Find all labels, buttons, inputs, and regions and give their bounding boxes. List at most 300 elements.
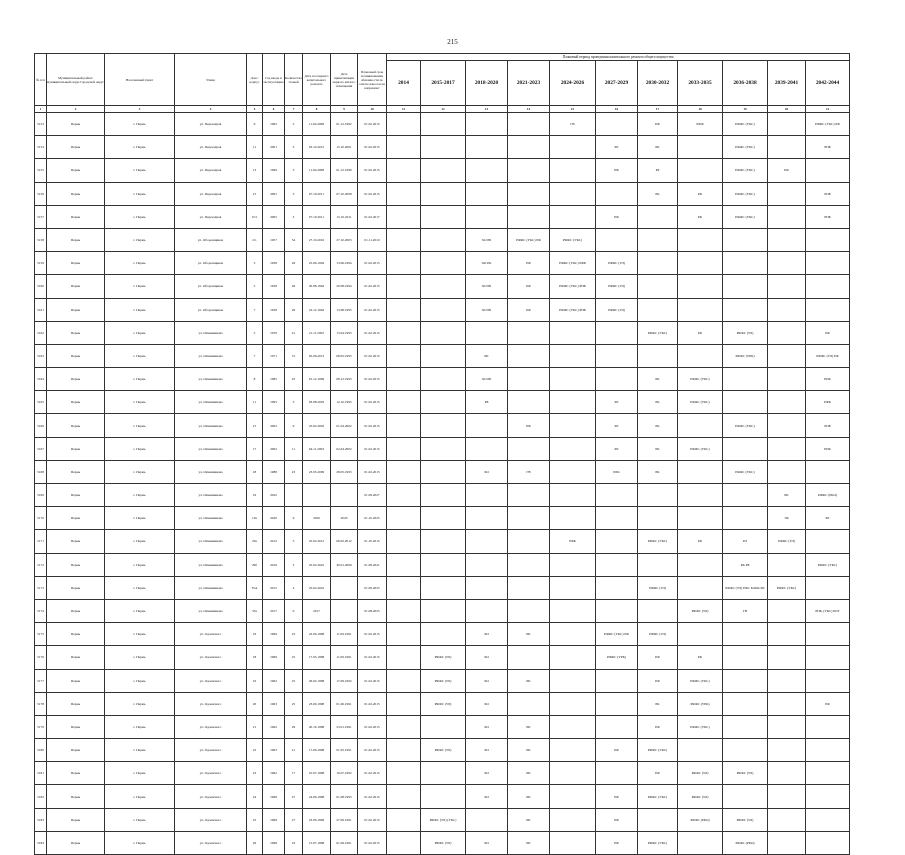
period-work-cell — [768, 437, 806, 460]
overhaul-date-cell: 01.12.1999 — [303, 368, 331, 391]
period-work-cell — [550, 460, 596, 483]
period-work-cell: РК — [508, 785, 550, 808]
house-cell: 5 — [247, 321, 263, 344]
period-work-cell: РФФС (УРК) — [723, 344, 768, 367]
year-built-cell: 1999 — [263, 159, 285, 182]
period-work-cell — [723, 437, 768, 460]
period-work-cell — [466, 159, 508, 182]
period-work-cell — [638, 599, 678, 622]
period-work-cell — [387, 414, 421, 437]
year-built-cell: 1963 — [263, 692, 285, 715]
table-row — [35, 599, 850, 622]
overhaul-date-cell: 11.04.2008 — [303, 159, 331, 182]
column-number: 18 — [678, 106, 723, 113]
year-built-cell: 2005 — [263, 182, 285, 205]
settlement-cell: г. Пермь — [105, 113, 175, 136]
municipality-cell: Пермь — [47, 391, 105, 414]
row-number: 5154 — [35, 136, 47, 159]
column-number: 10 — [358, 106, 387, 113]
period-work-cell — [596, 368, 638, 391]
year-built-cell: 2002 — [263, 414, 285, 437]
period-work-cell: ХО — [466, 623, 508, 646]
year-built-cell: 2017 — [263, 599, 285, 622]
municipality-cell: Пермь — [47, 321, 105, 344]
house-cell: 18 — [247, 646, 263, 669]
year-built-cell: 2002 — [263, 437, 285, 460]
municipality-cell: Пермь — [47, 831, 105, 854]
period-work-cell: РК — [638, 460, 678, 483]
municipality-cell: Пермь — [47, 739, 105, 762]
street-cell: ул. Овчинникова — [175, 599, 247, 622]
period-work-cell — [466, 136, 508, 159]
house-cell: 15/1 — [247, 205, 263, 228]
municipality-cell: Пермь — [47, 437, 105, 460]
column-number: 9 — [331, 106, 358, 113]
period-work-cell — [638, 808, 678, 831]
privatization-date-cell: 30.01.2006 — [331, 553, 358, 576]
period-work-cell — [806, 785, 850, 808]
period-work-cell: РФ — [508, 252, 550, 275]
period-work-cell — [596, 692, 638, 715]
table-row — [35, 228, 850, 251]
period-work-cell: РФ — [638, 113, 678, 136]
privatization-date-cell: 13.08.1995 — [331, 298, 358, 321]
overhaul-date-cell: 07.10.2011 — [303, 205, 331, 228]
header-year-built: Год ввода в эксплуатацию — [263, 54, 285, 106]
plan-date-cell: 01.02.2015 — [358, 831, 387, 854]
privatization-date-cell: 01.05.1991 — [331, 739, 358, 762]
street-cell: ул. Одоевского — [175, 692, 247, 715]
house-cell: 29а — [247, 530, 263, 553]
municipality-cell: Пермь — [47, 182, 105, 205]
period-work-cell: РФФС (УЛ) — [678, 785, 723, 808]
period-work-cell — [596, 228, 638, 251]
street-cell: ул. Овчинникова — [175, 484, 247, 507]
period-work-cell: РФФС (УКС) РПБ — [550, 298, 596, 321]
period-work-cell: ХО — [466, 460, 508, 483]
table-row — [35, 831, 850, 854]
period-work-cell: РФФС (УЛ) — [723, 321, 768, 344]
period-work-cell: РФ — [806, 321, 850, 344]
period-work-cell: РЛК — [596, 460, 638, 483]
row-number: 5174 — [35, 599, 47, 622]
header-floors: Количество этажей — [285, 54, 303, 106]
period-work-cell — [768, 298, 806, 321]
period-work-cell: РФФС (УЛ) (УКС) — [421, 808, 466, 831]
municipality-cell: Пермь — [47, 344, 105, 367]
settlement-cell: г. Пермь — [105, 368, 175, 391]
period-work-cell — [678, 739, 723, 762]
overhaul-date-cell: 21.11.2005 — [303, 321, 331, 344]
house-cell: 15 — [247, 182, 263, 205]
street-cell: ул. Овчинникова — [175, 344, 247, 367]
plan-date-cell: 01.02.2015 — [358, 669, 387, 692]
overhaul-date-cell: 25.02.2022 — [303, 576, 331, 599]
period-work-cell: РФФС (РКО) — [678, 808, 723, 831]
overhaul-date-cell: 07.10.2011 — [303, 182, 331, 205]
period-work-cell: РФФС (РКО) — [806, 484, 850, 507]
period-work-cell — [387, 715, 421, 738]
period-work-cell — [806, 298, 850, 321]
municipality-cell: Пермь — [47, 159, 105, 182]
period-work-cell — [596, 113, 638, 136]
period-work-cell — [421, 484, 466, 507]
period-work-cell: ГВ — [550, 113, 596, 136]
row-number: 5162 — [35, 321, 47, 344]
header-street: Улица — [175, 54, 247, 106]
period-work-cell — [508, 368, 550, 391]
period-work-cell — [387, 692, 421, 715]
year-built-cell: 1969 — [263, 623, 285, 646]
overhaul-date-cell: 25.02.2002 — [303, 414, 331, 437]
period-work-cell: РК — [638, 368, 678, 391]
period-work-cell — [806, 623, 850, 646]
municipality-cell: Пермь — [47, 599, 105, 622]
row-number: 5159 — [35, 252, 47, 275]
overhaul-date-cell: 20.10.1998 — [303, 715, 331, 738]
period-work-cell: РФ — [638, 646, 678, 669]
privatization-date-cell: 11.09.1991 — [331, 646, 358, 669]
settlement-cell: г. Пермь — [105, 252, 175, 275]
period-work-cell: РФФС (УКС) — [723, 159, 768, 182]
period-work-cell — [387, 252, 421, 275]
period-work-cell — [550, 669, 596, 692]
plan-date-cell: 01.02.2015 — [358, 762, 387, 785]
header-period: 2018-2020 — [466, 61, 508, 106]
period-work-cell — [387, 460, 421, 483]
period-work-cell — [508, 599, 550, 622]
period-work-cell — [678, 623, 723, 646]
period-work-cell: РФФС (УЛ) — [638, 623, 678, 646]
period-work-cell — [421, 762, 466, 785]
period-work-cell — [508, 692, 550, 715]
municipality-cell: Пермь — [47, 136, 105, 159]
period-work-cell — [508, 344, 550, 367]
column-number: 11 — [387, 106, 421, 113]
period-work-cell — [596, 669, 638, 692]
period-work-cell — [806, 715, 850, 738]
floors-cell: 4 — [285, 576, 303, 599]
period-work-cell — [508, 391, 550, 414]
period-work-cell: РК — [508, 739, 550, 762]
period-work-cell — [768, 136, 806, 159]
table-row — [35, 808, 850, 831]
period-work-cell — [550, 205, 596, 228]
privatization-date-cell: 28.05.1993 — [331, 460, 358, 483]
period-work-cell: РФ — [596, 831, 638, 854]
period-work-cell: РФФС (УРК) — [678, 692, 723, 715]
period-work-cell — [550, 368, 596, 391]
period-work-cell — [806, 669, 850, 692]
privatization-date-cell: 13.06.1994 — [331, 252, 358, 275]
settlement-cell: г. Пермь — [105, 437, 175, 460]
floors-cell: 27 — [285, 785, 303, 808]
period-work-cell: РФ — [596, 808, 638, 831]
period-work-cell: РФФС (УЛ) — [723, 762, 768, 785]
period-work-cell — [638, 228, 678, 251]
municipality-cell: Пермь — [47, 205, 105, 228]
period-work-cell — [768, 785, 806, 808]
period-work-cell — [723, 228, 768, 251]
period-work-cell — [768, 275, 806, 298]
street-cell: ул. Одоевского — [175, 715, 247, 738]
period-work-cell: РК — [638, 391, 678, 414]
period-work-cell — [508, 646, 550, 669]
privatization-date-cell: 10.07.1992 — [331, 762, 358, 785]
header-overhaul-date: Дата последнего капитального ремонта — [303, 54, 331, 106]
period-work-cell: РЛ — [596, 136, 638, 159]
period-work-cell — [387, 762, 421, 785]
row-number: 5169 — [35, 484, 47, 507]
period-work-cell — [596, 344, 638, 367]
overhaul-date-cell: 2020 — [303, 507, 331, 530]
overhaul-date-cell: 24.06.1998 — [303, 785, 331, 808]
period-work-cell — [768, 228, 806, 251]
column-number: 13 — [466, 106, 508, 113]
period-work-cell — [638, 252, 678, 275]
plan-date-cell: 01.02.2015 — [358, 692, 387, 715]
period-work-cell — [550, 182, 596, 205]
period-work-cell — [723, 692, 768, 715]
house-cell: 15 — [247, 414, 263, 437]
plan-date-cell: 01.02.2015 — [358, 275, 387, 298]
period-work-cell — [678, 576, 723, 599]
street-cell: ул. Одоевского — [175, 646, 247, 669]
period-work-cell: РФ — [596, 785, 638, 808]
period-work-cell: ХО — [466, 715, 508, 738]
floors-cell: 5 — [285, 391, 303, 414]
period-work-cell: РК — [638, 182, 678, 205]
privatization-date-cell: 07.10.2008 — [331, 182, 358, 205]
period-work-cell — [638, 507, 678, 530]
period-work-cell — [387, 507, 421, 530]
period-work-cell: РК — [678, 321, 723, 344]
floors-cell: 17 — [285, 762, 303, 785]
table-row — [35, 762, 850, 785]
period-work-cell — [466, 182, 508, 205]
house-cell: 17 — [247, 437, 263, 460]
year-built-cell: 1958 — [263, 275, 285, 298]
period-work-cell: ЭК — [768, 507, 806, 530]
column-number: 2 — [47, 106, 105, 113]
period-work-cell — [387, 298, 421, 321]
period-work-cell — [638, 484, 678, 507]
period-work-cell — [768, 715, 806, 738]
period-work-cell: РК — [508, 762, 550, 785]
period-work-cell — [768, 623, 806, 646]
header-period: 2039-2041 — [768, 61, 806, 106]
row-number: 5182 — [35, 785, 47, 808]
municipality-cell: Пермь — [47, 460, 105, 483]
overhaul-date-cell: 27.10.2016 — [303, 228, 331, 251]
period-work-cell — [421, 228, 466, 251]
house-cell: 11 — [247, 391, 263, 414]
year-built-cell: 1969 — [263, 646, 285, 669]
period-work-cell: РК — [508, 831, 550, 854]
row-number: 5177 — [35, 669, 47, 692]
row-number: 5170 — [35, 507, 47, 530]
period-work-cell — [421, 576, 466, 599]
settlement-cell: г. Пермь — [105, 507, 175, 530]
period-work-cell: РФФС (УКС) — [723, 205, 768, 228]
year-built-cell: 1962 — [263, 715, 285, 738]
floors-cell: 27 — [285, 808, 303, 831]
floors-cell: 3 — [285, 136, 303, 159]
house-cell: 29б — [247, 553, 263, 576]
floors-cell: 5 — [285, 113, 303, 136]
row-number: 5158 — [35, 228, 47, 251]
table-row — [35, 623, 850, 646]
period-work-cell — [638, 344, 678, 367]
year-built-cell: 2005 — [263, 205, 285, 228]
overhaul-date-cell: 10.07.1998 — [303, 762, 331, 785]
plan-date-cell: 01.02.2015 — [358, 136, 387, 159]
page-number: 215 — [447, 38, 458, 46]
period-work-cell — [508, 182, 550, 205]
row-number: 5172 — [35, 553, 47, 576]
period-work-cell — [466, 576, 508, 599]
floors-cell: 3 — [285, 205, 303, 228]
year-built-cell: 1976 — [263, 321, 285, 344]
period-work-cell — [768, 599, 806, 622]
floors-cell: 25 — [285, 692, 303, 715]
period-work-cell — [678, 252, 723, 275]
header-plan-period: Плановый период проведения капитального ремонта общего имущества — [387, 54, 850, 61]
house-cell: 21 — [247, 715, 263, 738]
period-work-cell: РК — [678, 646, 723, 669]
house-cell: 7 — [247, 344, 263, 367]
privatization-date-cell: 01.04.2002 — [331, 414, 358, 437]
row-number: 5180 — [35, 739, 47, 762]
period-work-cell: РБ — [466, 391, 508, 414]
period-work-cell: РК — [638, 692, 678, 715]
table-row — [35, 368, 850, 391]
floors-cell: 26 — [285, 252, 303, 275]
period-work-cell — [421, 298, 466, 321]
period-work-cell — [723, 252, 768, 275]
house-cell: 19а — [247, 507, 263, 530]
street-cell: ул. Оборонщиков — [175, 298, 247, 321]
street-cell: ул. Переездная — [175, 136, 247, 159]
period-work-cell — [768, 692, 806, 715]
period-work-cell: ХО РБ — [466, 298, 508, 321]
period-work-cell: РФ — [508, 298, 550, 321]
period-work-cell — [421, 391, 466, 414]
floors-cell — [285, 484, 303, 507]
period-work-cell — [596, 576, 638, 599]
period-work-cell — [466, 205, 508, 228]
column-number: 4 — [175, 106, 247, 113]
period-work-cell — [768, 321, 806, 344]
table-row — [35, 275, 850, 298]
period-work-cell — [387, 808, 421, 831]
municipality-cell: Пермь — [47, 228, 105, 251]
period-work-cell: РФФС (УКС) РФ — [806, 113, 850, 136]
period-work-cell: РФФС (УЛ) — [638, 576, 678, 599]
period-work-cell — [678, 136, 723, 159]
privatization-date-cell: 15.10.2011 — [331, 205, 358, 228]
street-cell: ул. Одоевского — [175, 831, 247, 854]
period-work-cell — [387, 368, 421, 391]
period-work-cell — [806, 159, 850, 182]
year-built-cell: 1957 — [263, 228, 285, 251]
period-work-cell — [387, 484, 421, 507]
plan-date-cell: 01.02.2015 — [358, 437, 387, 460]
period-work-cell — [678, 414, 723, 437]
column-number: 1 — [35, 106, 47, 113]
settlement-cell: г. Пермь — [105, 484, 175, 507]
header-period: 2024-2026 — [550, 61, 596, 106]
period-work-cell — [387, 113, 421, 136]
street-cell: ул. Одоевского — [175, 808, 247, 831]
overhaul-date-cell: 23.09.1998 — [303, 692, 331, 715]
period-work-cell — [550, 646, 596, 669]
settlement-cell: г. Пермь — [105, 599, 175, 622]
table-row — [35, 136, 850, 159]
period-work-cell — [421, 460, 466, 483]
plan-date-cell: 01.10.2025 — [358, 507, 387, 530]
period-work-cell: РК — [678, 182, 723, 205]
period-work-cell: РК — [466, 344, 508, 367]
period-work-cell — [466, 599, 508, 622]
period-work-cell — [768, 252, 806, 275]
year-built-cell: 1969 — [263, 785, 285, 808]
period-work-cell: РК — [508, 623, 550, 646]
period-work-cell — [806, 646, 850, 669]
period-work-cell — [387, 831, 421, 854]
overhaul-date-cell: 22.06.1998 — [303, 623, 331, 646]
row-number: 5161 — [35, 298, 47, 321]
municipality-cell: Пермь — [47, 646, 105, 669]
period-work-cell — [638, 205, 678, 228]
street-cell: ул. Овчинникова — [175, 437, 247, 460]
municipality-cell: Пермь — [47, 368, 105, 391]
period-work-cell — [806, 530, 850, 553]
street-cell: ул. Переездная — [175, 182, 247, 205]
overhaul-date-cell: 2017 — [303, 599, 331, 622]
plan-date-cell: 01.02.2015 — [358, 252, 387, 275]
period-work-cell — [421, 530, 466, 553]
street-cell: ул. Овчинникова — [175, 530, 247, 553]
row-number: 5155 — [35, 159, 47, 182]
year-built-cell: 1958 — [263, 298, 285, 321]
period-work-cell — [421, 275, 466, 298]
floors-cell: 5 — [285, 159, 303, 182]
period-work-cell — [466, 113, 508, 136]
period-work-cell — [723, 785, 768, 808]
row-number: 5176 — [35, 646, 47, 669]
row-number: 5157 — [35, 205, 47, 228]
period-work-cell: РЛ — [596, 437, 638, 460]
municipality-cell: Пермь — [47, 715, 105, 738]
period-work-cell: РФФС (УКС) РФ — [508, 228, 550, 251]
period-work-cell — [550, 484, 596, 507]
period-work-cell — [806, 576, 850, 599]
period-work-cell: РК — [638, 136, 678, 159]
period-work-cell: РФФС (УКС) РПБ — [550, 275, 596, 298]
period-work-cell: ХО — [466, 646, 508, 669]
plan-date-cell: 01.02.2017 — [358, 205, 387, 228]
period-work-cell — [421, 715, 466, 738]
house-cell: 26 — [247, 831, 263, 854]
header-period: 2015-2017 — [421, 61, 466, 106]
period-work-cell — [678, 344, 723, 367]
overhaul-schedule-table — [34, 53, 850, 855]
period-work-cell — [421, 136, 466, 159]
plan-date-cell: 01.11.2010 — [358, 228, 387, 251]
period-work-cell — [508, 576, 550, 599]
period-work-cell: РФФС (УЛ) РФС БЛОК РК — [723, 576, 768, 599]
